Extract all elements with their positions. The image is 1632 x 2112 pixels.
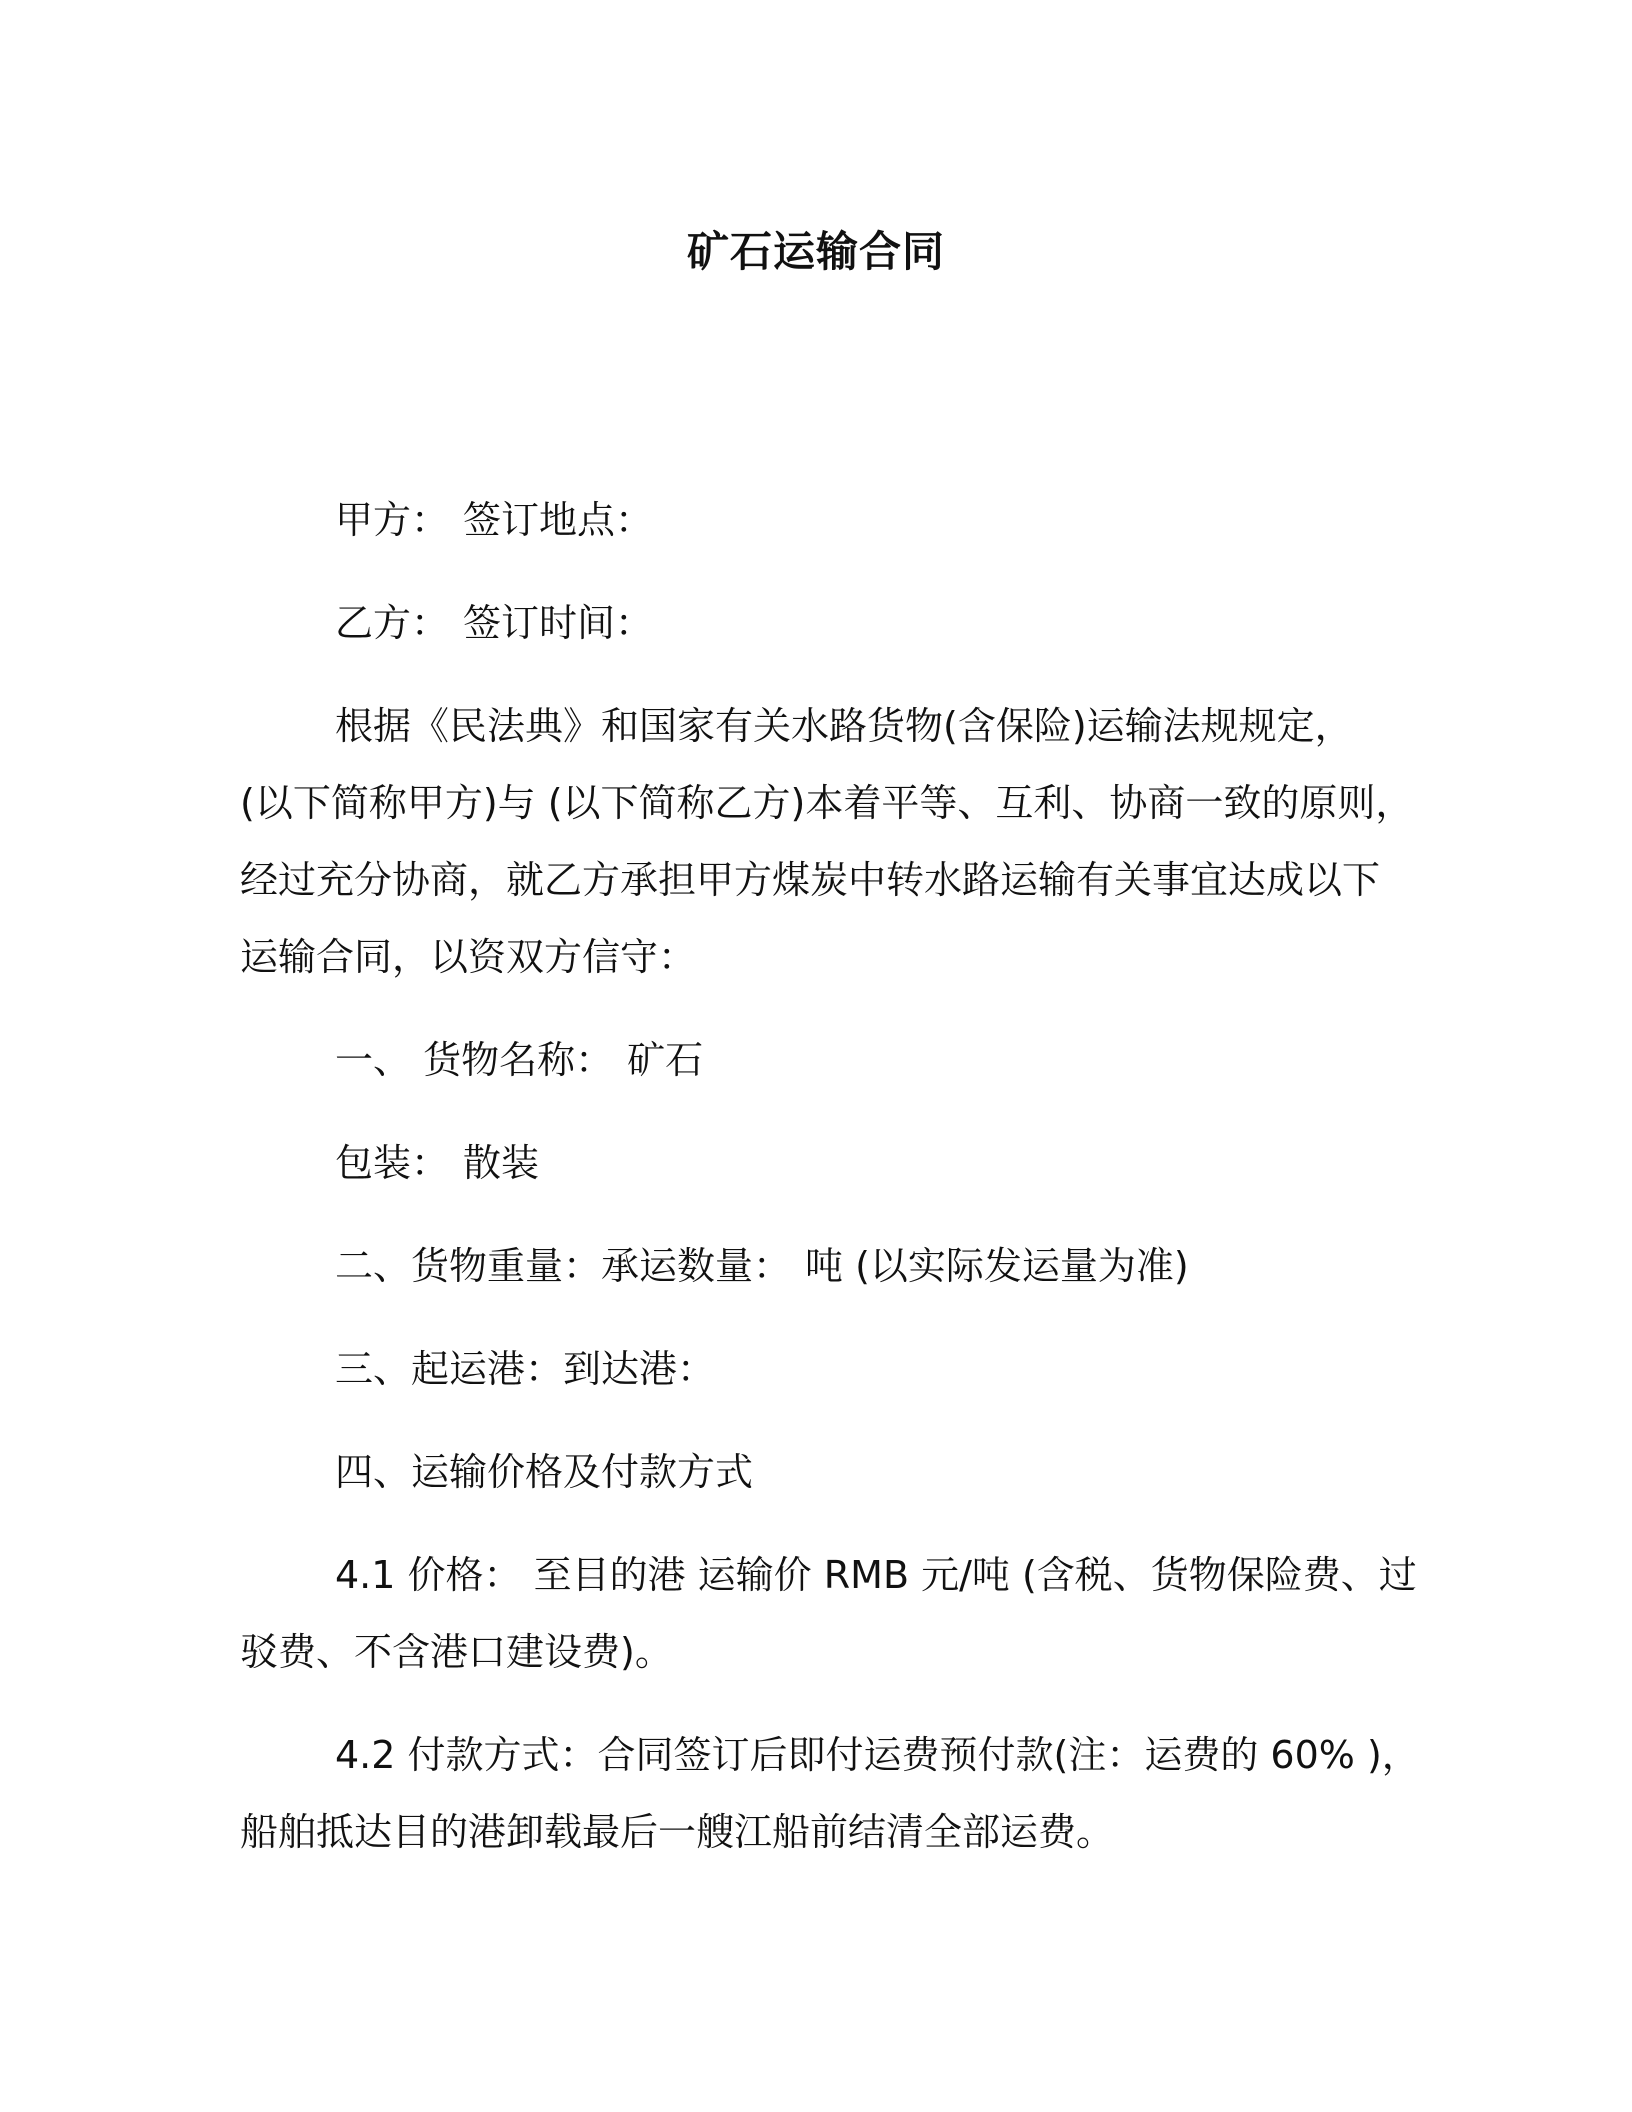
clause-2-value: 吨 (以实际发运量为准) (805, 1244, 1189, 1288)
packaging-line (335, 1137, 1495, 1189)
clause-4-heading: 四、运输价格及付款方式 (335, 1450, 754, 1494)
clause-2-label: 二、货物重量：承运数量： (335, 1244, 792, 1288)
packaging-value: 散装 (463, 1141, 540, 1185)
intro-line-2: (以下简称甲方)与 (以下简称乙方)本着平等、互利、协商一致的原则， (240, 781, 1414, 825)
clause-3-line (335, 1343, 1495, 1395)
packaging-label: 包装： (335, 1141, 450, 1185)
clause-2-line (335, 1240, 1495, 1292)
sign-place-label: 签订地点： (463, 498, 654, 542)
clause-1-value: 矿石 (627, 1038, 704, 1082)
sign-time-label: 签订时间： (463, 601, 654, 645)
clause-1-label: 一、 货物名称： (335, 1038, 614, 1082)
clause-4-2-line-1: 4.2 付款方式：合同签订后即付运费预付款(注：运费的 60% )， (335, 1733, 1420, 1777)
party-b-label: 乙方： (335, 601, 450, 645)
clause-3-value: 到达港： (563, 1347, 716, 1391)
clause-4-2-line-2: 船舶抵达目的港卸载最后一艘江船前结清全部运费。 (240, 1810, 1115, 1854)
clause-1-line (335, 1034, 1495, 1086)
party-b-line (335, 597, 1495, 649)
clause-4-1-line-1: 4.1 价格： 至目的港 运输价 RMB 元/吨 (含税、货物保险费、过 (335, 1553, 1417, 1597)
party-a-line (335, 494, 1495, 546)
intro-line-4: 运输合同，以资双方信守： (240, 935, 697, 979)
clause-3-label: 三、起运港： (335, 1347, 564, 1391)
party-a-label: 甲方： (335, 498, 450, 542)
intro-line-1: 根据《民法典》和国家有关水路货物(含保险)运输法规规定， (335, 704, 1353, 748)
clause-4-1-line-2: 驳费、不含港口建设费)。 (240, 1630, 673, 1674)
document-title: 矿石运输合同 (686, 227, 945, 276)
intro-line-3: 经过充分协商，就乙方承担甲方煤炭中转水路运输有关事宜达成以下 (240, 858, 1381, 902)
